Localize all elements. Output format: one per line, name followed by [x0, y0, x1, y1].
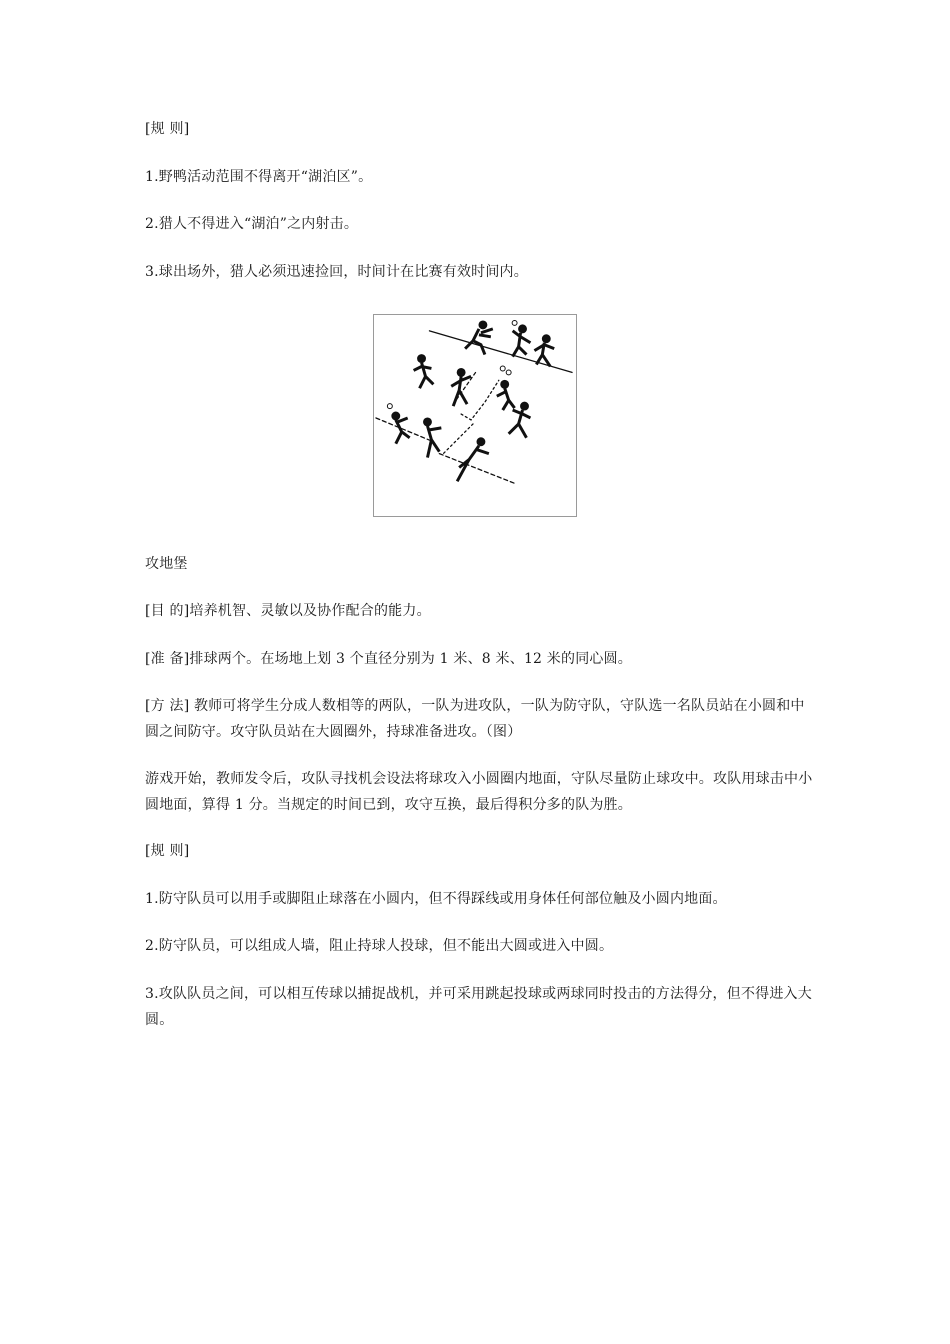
player-figure	[392, 412, 410, 444]
purpose-paragraph: [目 的]培养机智、灵敏以及协作配合的能力。	[145, 603, 431, 619]
method-paragraph: [方 法] 教师可将学生分成人数相等的两队，一队为进攻队，一队为防守队，守队选一名队员站在小圆和中圆之间防守。攻守队员站在大圆圈外，持球准备进攻。（图）	[145, 698, 805, 740]
trajectory-line	[461, 380, 499, 420]
player-figure	[424, 418, 442, 458]
game-illustration	[373, 314, 577, 517]
player-figure	[465, 321, 493, 355]
rule-item: 3.球出场外，猎人必须迅速捡回，时间计在比赛有效时间内。	[145, 264, 528, 280]
ball-icon	[500, 366, 505, 371]
section-title: 攻地堡	[145, 556, 188, 572]
gameplay-paragraph: 游戏开始，教师发令后，攻队寻找机会设法将球攻入小圆圈内地面，守队尽量防止球攻中。攻队用球击中小圆地面，算得 1 分。当规定的时间已到，攻守互换，最后得积分多的队为胜。	[145, 771, 813, 813]
player-figure	[414, 355, 434, 389]
game-illustration-drawing	[374, 315, 576, 516]
player-figure	[497, 380, 515, 410]
player-figure	[451, 368, 471, 406]
player-figure	[509, 402, 531, 438]
rule-item: 2.猎人不得进入“湖泊”之内射击。	[145, 216, 359, 232]
rule-item: 2.防守队员，可以组成人墙，阻止持球人投球，但不能出大圆或进入中圆。	[145, 938, 614, 954]
player-figure	[513, 325, 531, 357]
ball-icon	[506, 370, 511, 375]
rule-item: 1.防守队员可以用手或脚阻止球落在小圆内，但不得踩线或用身体任何部位触及小圆内地面。	[145, 891, 727, 907]
trajectory-line	[443, 424, 473, 454]
rules-heading-2: [规 则]	[145, 843, 190, 859]
player-figure	[534, 335, 554, 367]
ball-icon	[512, 320, 517, 325]
boundary-line	[439, 454, 514, 484]
rules-heading-1: [规 则]	[145, 121, 190, 137]
player-figure	[457, 438, 489, 482]
rule-item: 1.野鸭活动范围不得离开“湖泊区”。	[145, 169, 373, 185]
preparation-paragraph: [准 备]排球两个。在场地上划 3 个直径分别为 1 米、8 米、12 米的同心圆。	[145, 651, 633, 667]
rule-item: 3.攻队队员之间，可以相互传球以捕捉战机，并可采用跳起投球或两球同时投击的方法得分，但不得进入大圆。	[145, 986, 812, 1028]
ball-icon	[387, 404, 392, 409]
